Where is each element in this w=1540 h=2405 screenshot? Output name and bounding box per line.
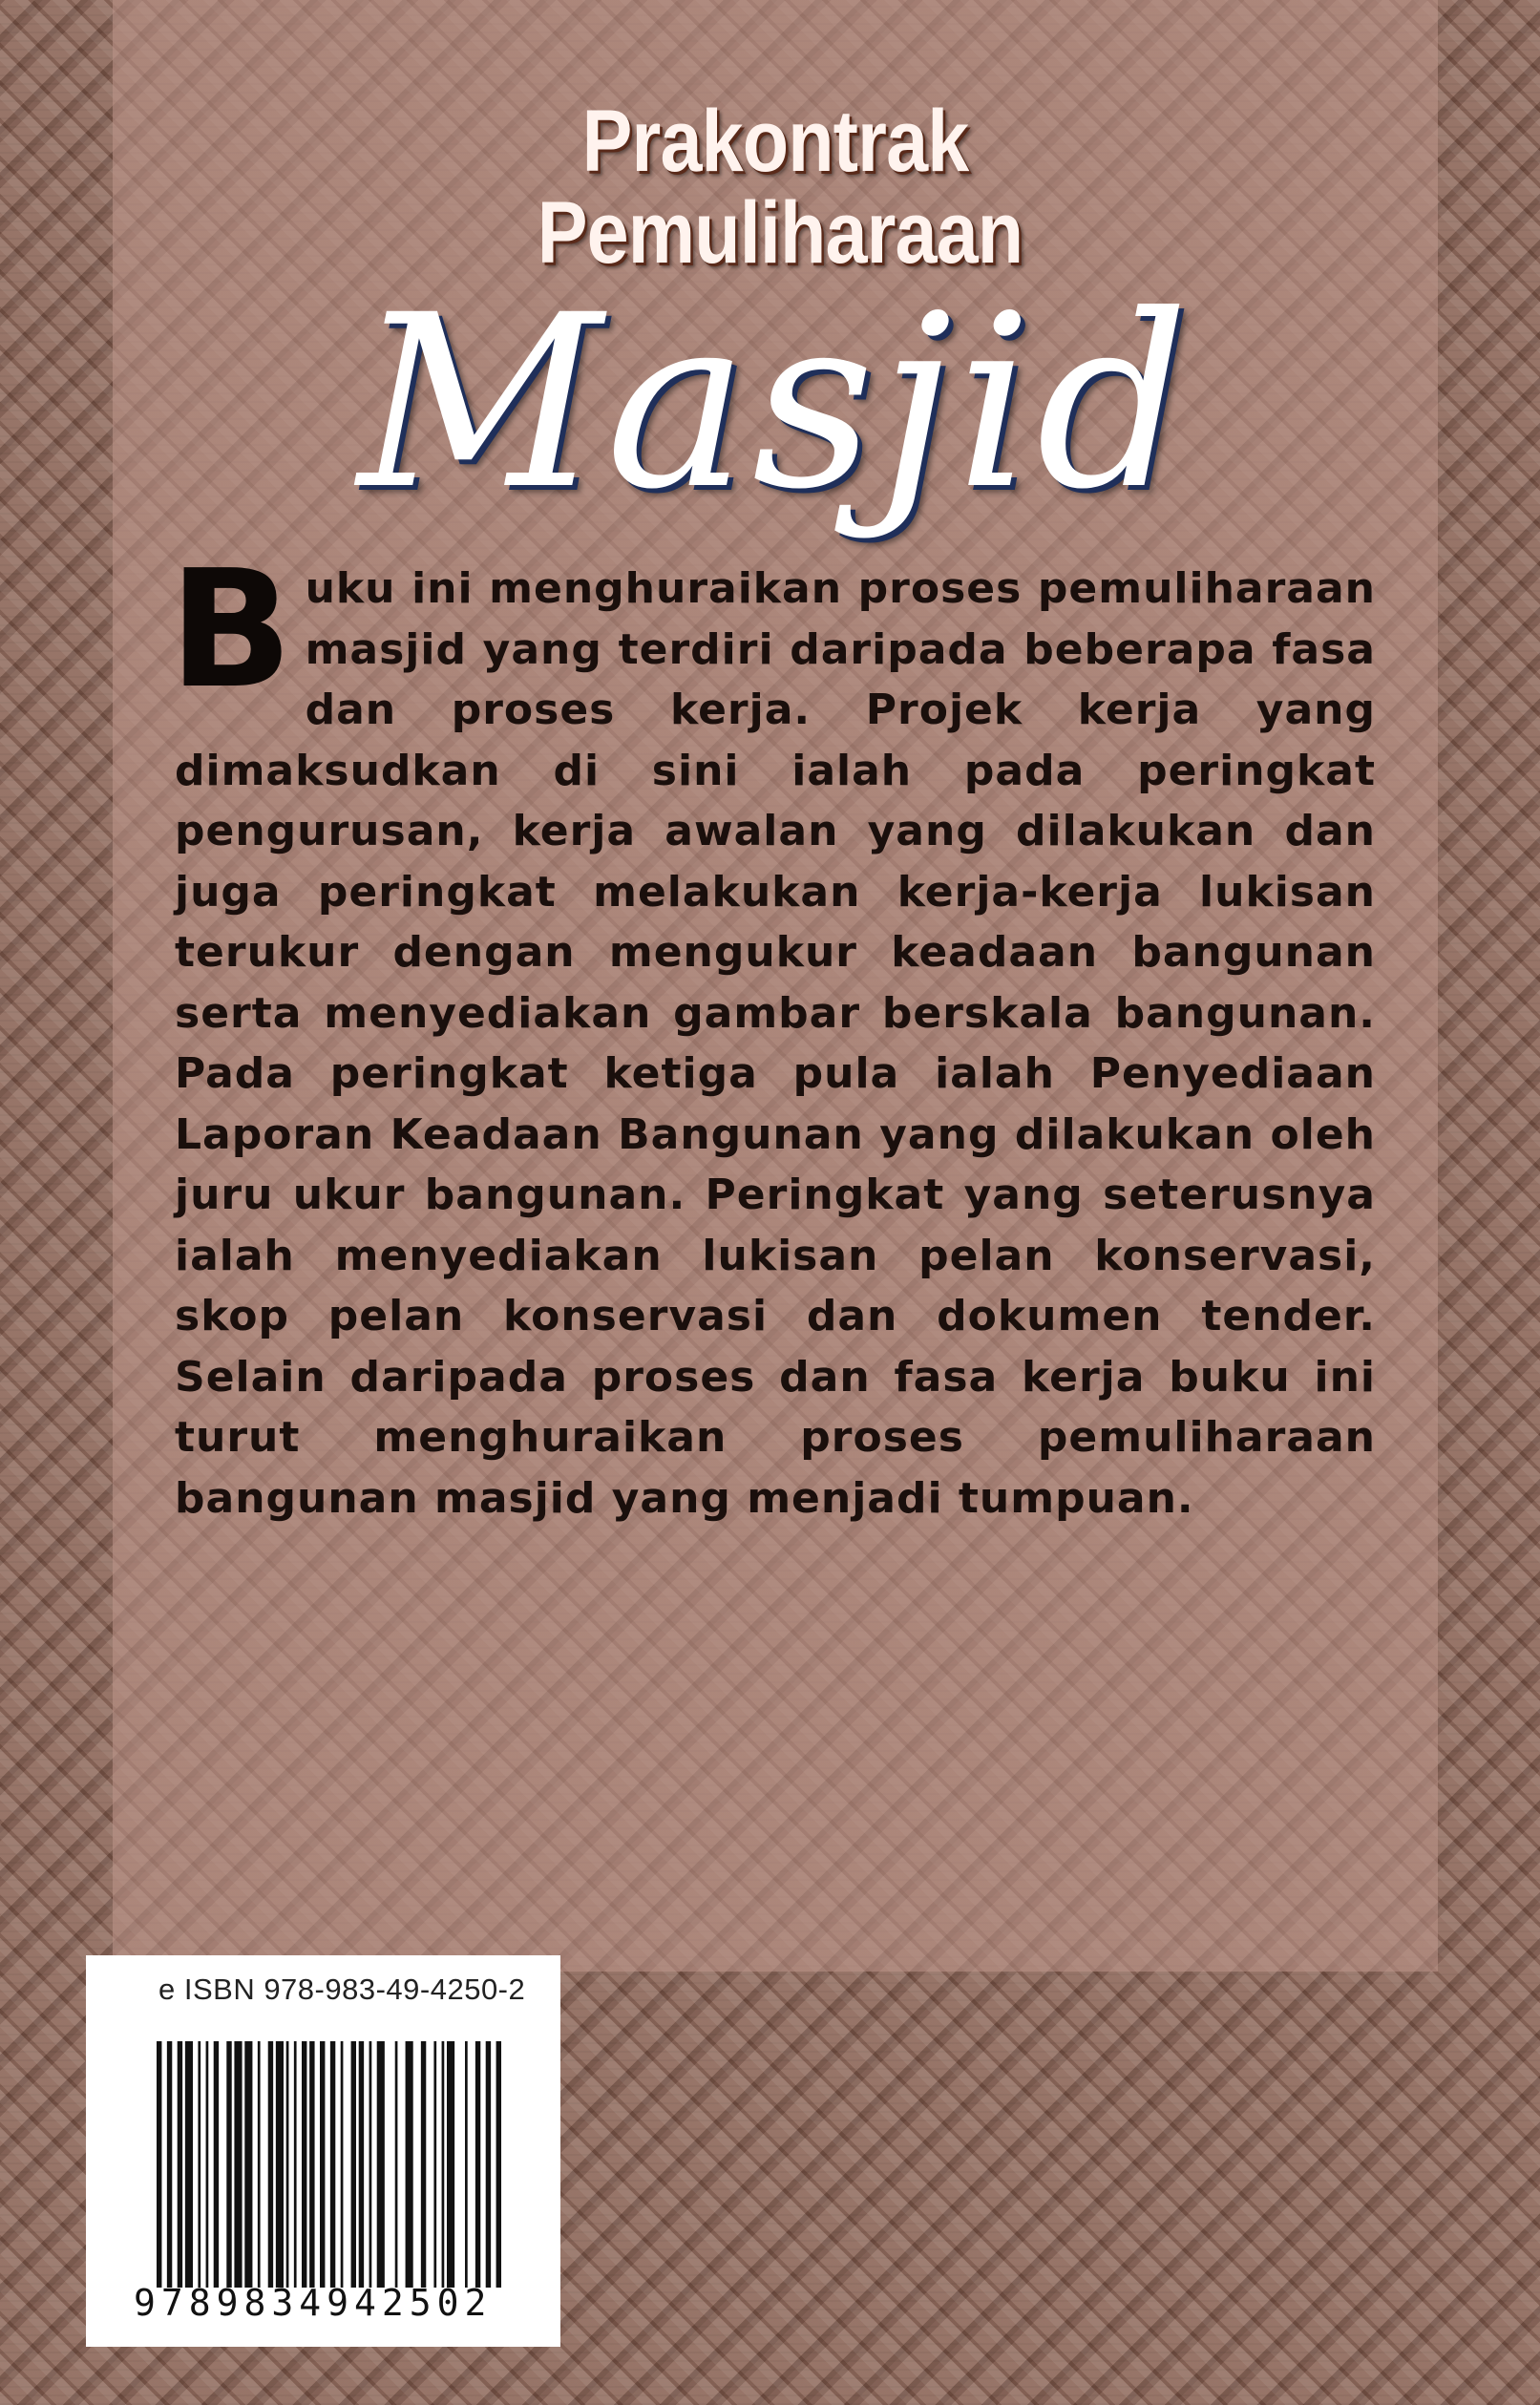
- barcode-bar: [258, 2041, 261, 2288]
- barcode-bar: [226, 2041, 231, 2288]
- barcode-bar: [178, 2041, 182, 2288]
- barcode-bar: [234, 2041, 242, 2288]
- barcode-bar: [351, 2041, 356, 2288]
- isbn-label: e ISBN 978-983-49-4250-2: [158, 1973, 526, 2006]
- barcode-bar: [276, 2041, 284, 2288]
- title-line-prakontrak: Prakontrak: [581, 93, 969, 190]
- barcode-bar: [341, 2041, 344, 2288]
- barcode-bar: [244, 2041, 252, 2288]
- isbn-box: [86, 1955, 560, 2347]
- drop-cap: B: [169, 536, 294, 725]
- barcode-bar: [359, 2041, 364, 2288]
- barcode-bar: [496, 2041, 501, 2288]
- title-script-masjid: Masjid: [357, 264, 1193, 541]
- barcode-bar: [268, 2041, 273, 2288]
- barcode-bar: [302, 2041, 306, 2288]
- barcode-bar: [421, 2041, 426, 2288]
- barcode-digits: 9789834942502: [134, 2282, 493, 2324]
- barcode-bar: [465, 2041, 468, 2288]
- barcode-bar: [294, 2041, 297, 2288]
- barcode-icon: [157, 2041, 501, 2288]
- blurb-paragraph: [169, 536, 1376, 1529]
- barcode-bar: [309, 2041, 314, 2288]
- barcode-bar: [320, 2041, 325, 2288]
- barcode-bar: [447, 2041, 454, 2288]
- barcode-bar: [286, 2041, 289, 2288]
- barcode-bar: [406, 2041, 413, 2288]
- title-line-pemuliharaan: Pemuliharaan: [537, 184, 1023, 282]
- barcode-bar: [167, 2041, 172, 2288]
- barcode-bar: [377, 2041, 385, 2288]
- barcode-bar: [442, 2041, 445, 2288]
- barcode-bar: [206, 2041, 209, 2288]
- barcode-bar: [157, 2041, 161, 2288]
- barcode-bar: [369, 2041, 372, 2288]
- barcode-bar: [486, 2041, 491, 2288]
- barcode-bar: [198, 2041, 200, 2288]
- barcode-bar: [475, 2041, 480, 2288]
- blurb-text: uku ini menghuraikan proses pemuliharaan masjid yang terdiri daripada beberapa fasa dan proses kerja. Projek kerja yang dimaksudkan di sini ialah pada peringkat pengurusan, kerja awalan yang dilakukan dan juga peringkat melakukan kerja-kerja lukisan terukur dengan mengukur keadaan bangunan serta menyediakan gambar berskala bangunan. Pada peringkat ketiga pula ialah Penyediaan Laporan Keadaan Bangunan yang dilakukan oleh juru ukur bangunan. Peringkat yang seterusnya ialah menyediakan lukisan pelan konservasi, skop pelan konservasi dan dokumen tender. Selain daripada proses dan fasa kerja buku ini turut menghuraikan proses pemuliharaan bangunan masjid yang menjadi tumpuan.: [175, 564, 1376, 1523]
- barcode-bar: [330, 2041, 335, 2288]
- barcode-bar: [185, 2041, 193, 2288]
- book-title: [113, 93, 1438, 541]
- barcode-bar: [395, 2041, 398, 2288]
- barcode-bar: [433, 2041, 436, 2288]
- barcode-bar: [214, 2041, 219, 2288]
